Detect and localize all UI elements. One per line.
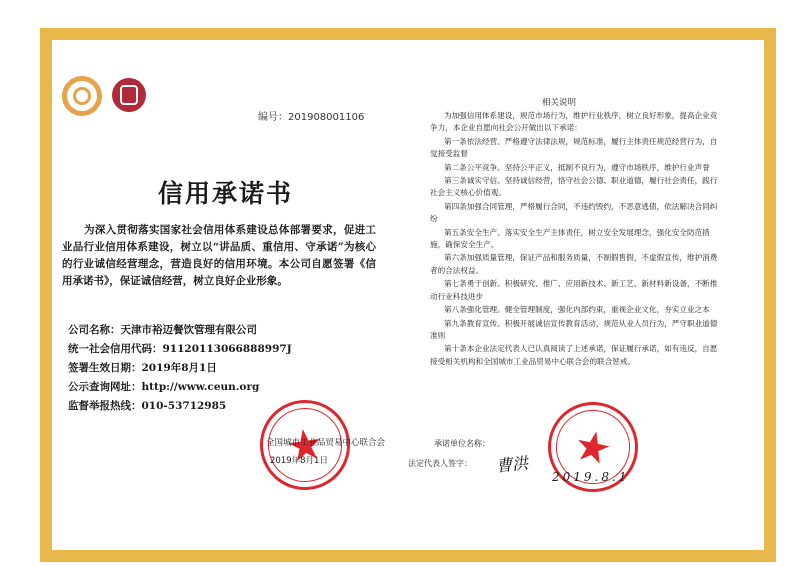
rule-item: 为加强信用体系建设，规范市场行为，维护行业秩序，树立良好形象，提高企业竞争力，本企业自愿向社会公开做出以下承诺： [430,111,718,133]
certificate-title: 信用承诺书 [158,179,294,208]
handwritten-signature: 曹洪 [495,453,530,476]
rule-item: 第五条安全生产。落实安全生产主体责任，树立安全发展理念，强化安全防范措施，确保安全生产。 [430,227,710,250]
legal-rep-label: 法定代表人签字： [408,459,472,468]
credit-logo-icon [112,78,146,112]
query-url-field: 公示查询网址：http://www.ceun.org [68,381,260,393]
credit-code-field: 统一社会信用代码：91120113066888997J [68,343,292,355]
rule-item: 第十条本企业法定代表人已认真阅读了上述承诺，保证履行承诺，如有违反，自愿接受相关机构和全国城市工业品贸易中心联合会的联合惩戒。 [430,344,718,366]
signing-unit-label: 承诺单位名称： [434,439,490,448]
rule-item: 第二条公平竞争。坚持公平正义，抵制不良行为，遵守市场秩序，维护行业声誉 [444,162,710,172]
rule-item: 第六条加强质量管理，保证产品和服务质量，不制假售假，不虚假宣传，维护消费者的合法权益。 [430,253,718,275]
signing-date: 2019.8.1 [552,470,630,484]
rules-heading: 相关说明 [542,98,577,108]
rules-list [430,110,718,369]
rule-item: 第一条依法经营。严格遵守法律法规，规范标准，履行主体责任规范经营行为，自觉接受监督 [430,136,718,159]
intro-paragraph: 为深入贯彻落实国家社会信用体系建设总体部署要求，促进工业品行业信用体系建设，树立以“讲品质、重信用、守承诺”为核心的行业诚信经营理念，营造良好的信用环境。本公司自愿签署《信用承诺书》，保证诚信经营，树立良好企业形象。 [62,224,376,287]
serial-number: 编号：201908001106 [258,112,365,123]
issue-date: 2019年8月1日 [270,456,328,466]
rule-item: 第七条勇于创新。积极研究、推广、应用新技术、新工艺、新材料新设备，不断推动行业科技进步 [430,279,718,301]
hotline-field: 监督举报热线：010-53712985 [68,400,227,412]
rule-item: 第八条强化管理。健全管理制度，强化内部约束，重视企业文化，夯实立业之本 [444,305,710,315]
company-name-field: 公司名称：天津市裕迈餐饮管理有限公司 [68,324,257,336]
rule-item: 第四条加强合同管理，严格履行合同，不违约毁约，不恶意逃债，依法解决合同纠纷 [430,201,718,224]
effective-date-field: 签署生效日期：2019年8月1日 [68,362,217,374]
rule-item: 第三条诚实守信。坚持诚信经营，恪守社会公德、职业道德，履行社会责任，践行社会主义核心价值观。 [430,176,718,198]
rule-item: 第九条教育宣传。积极开展诚信宣传教育活动，规范从业人员行为，严守职业道德准则 [430,318,718,340]
issuer-name: 全国城市工业品贸易中心联合会 [266,438,386,448]
association-logo-icon [62,76,102,116]
